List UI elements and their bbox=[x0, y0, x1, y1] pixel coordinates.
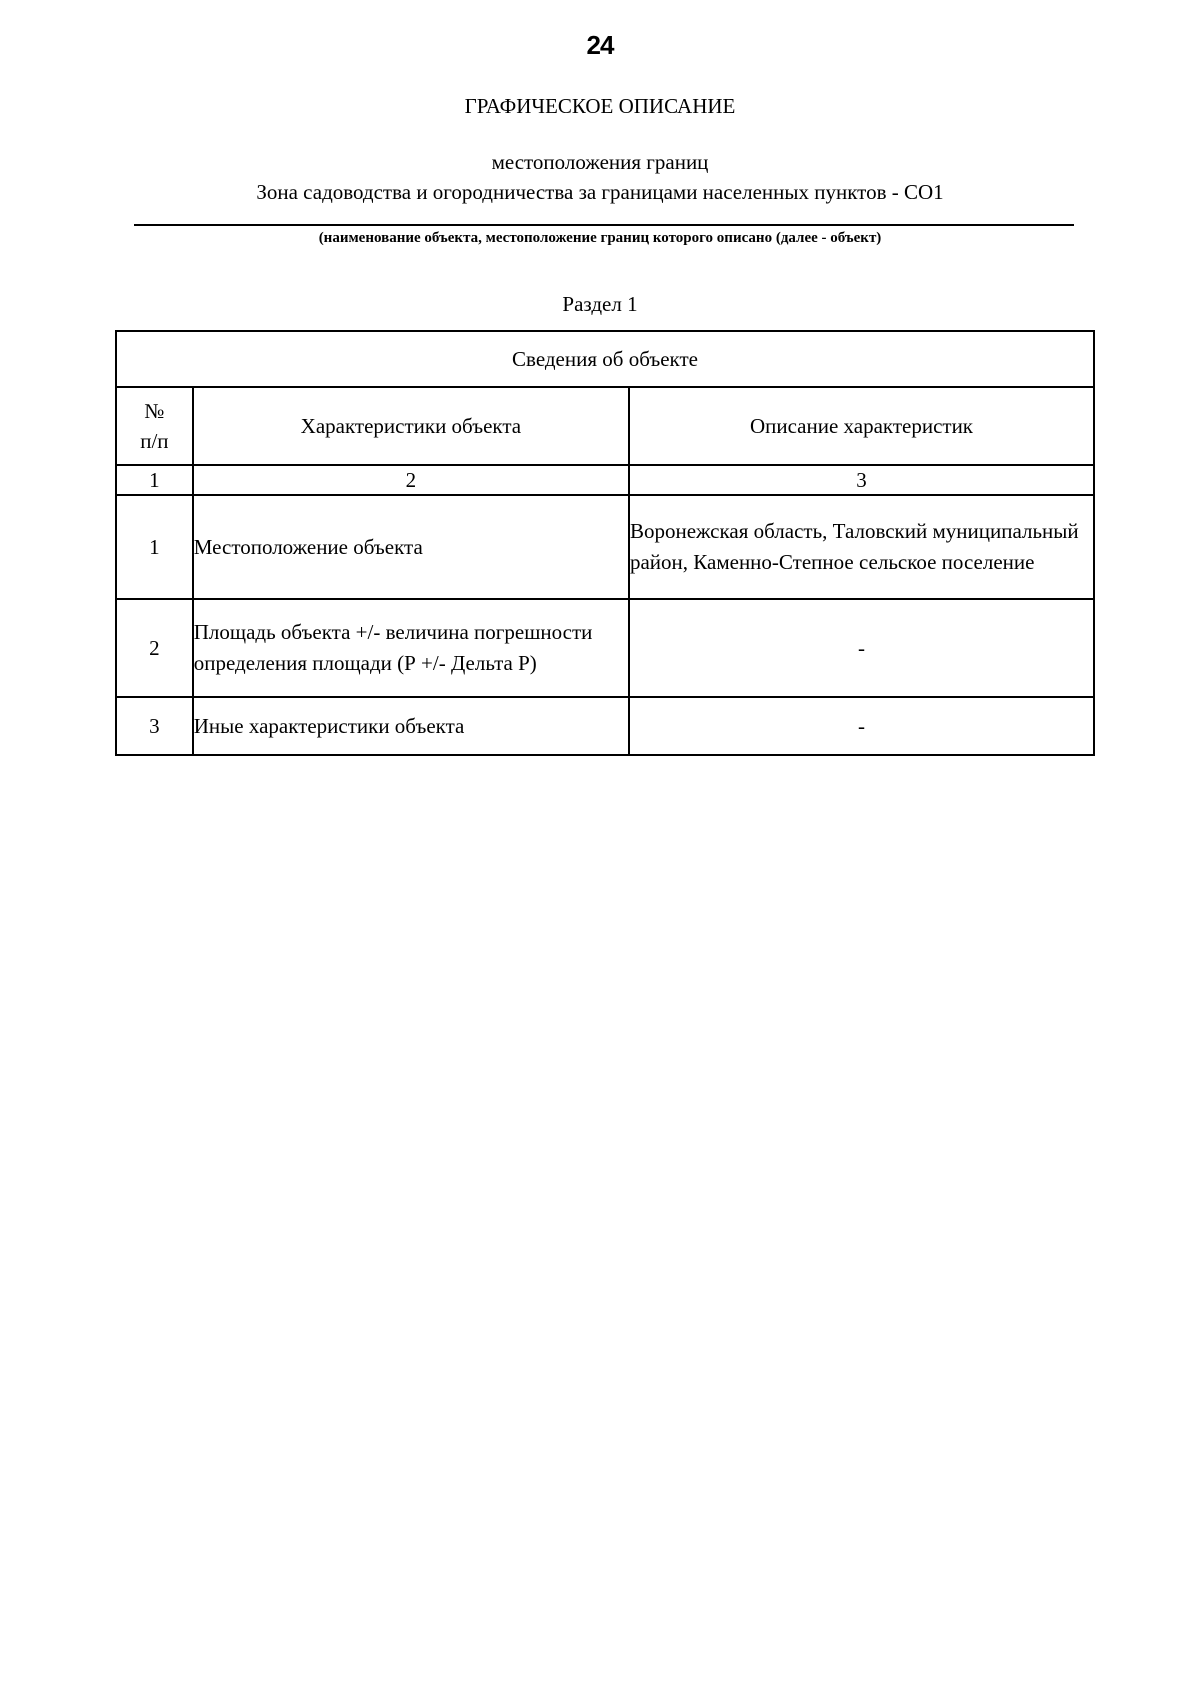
row-description: Воронежская область, Таловский муниципальный район, Каменно-Степное сельское поселение bbox=[629, 495, 1094, 599]
document-subtitle-line1: местоположения границ bbox=[491, 150, 709, 174]
column-number-1: 1 bbox=[116, 465, 193, 495]
row-description: - bbox=[629, 697, 1094, 755]
object-caption: (наименование объекта, местоположение границ которого описано (далее - объект) bbox=[318, 230, 882, 246]
column-number-2: 2 bbox=[193, 465, 629, 495]
section-label: Раздел 1 bbox=[562, 292, 638, 316]
row-characteristic: Местоположение объекта bbox=[193, 495, 629, 599]
row-number: 1 bbox=[116, 495, 193, 599]
page-number: 24 bbox=[586, 30, 614, 60]
table-row bbox=[116, 697, 1094, 755]
header-number-text: № п/п bbox=[140, 399, 169, 453]
column-numbers-row bbox=[116, 465, 1094, 495]
document-subtitle-line2: Зона садоводства и огородничества за границами населенных пунктов - СО1 bbox=[256, 180, 944, 204]
document-title: ГРАФИЧЕСКОЕ ОПИСАНИЕ bbox=[464, 94, 736, 118]
row-number: 3 bbox=[116, 697, 193, 755]
table-row bbox=[116, 495, 1094, 599]
header-characteristics: Характеристики объекта bbox=[193, 387, 629, 465]
row-number: 2 bbox=[116, 599, 193, 697]
column-number-3: 3 bbox=[629, 465, 1094, 495]
row-characteristic: Иные характеристики объекта bbox=[193, 697, 629, 755]
table-title-row bbox=[116, 331, 1094, 387]
object-info-table bbox=[115, 330, 1095, 756]
header-description: Описание характеристик bbox=[629, 387, 1094, 465]
underline-rule bbox=[134, 224, 1074, 226]
table-title: Сведения об объекте bbox=[116, 331, 1094, 387]
table-row bbox=[116, 599, 1094, 697]
table-header-row bbox=[116, 387, 1094, 465]
row-description: - bbox=[629, 599, 1094, 697]
header-number bbox=[116, 387, 193, 465]
row-characteristic: Площадь объекта +/- величина погрешности определения площади (Р +/- Дельта Р) bbox=[193, 599, 629, 697]
